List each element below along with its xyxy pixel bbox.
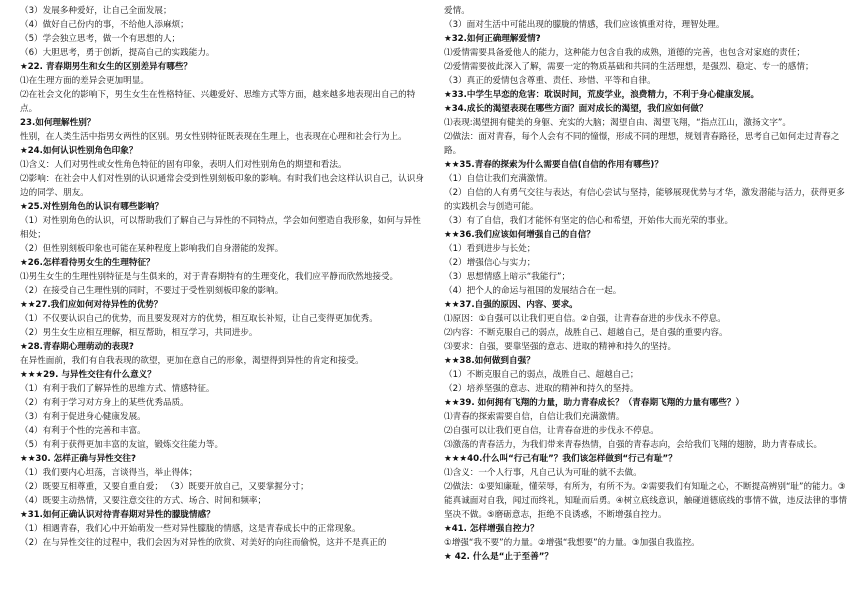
- question-heading: ★28.青春期心理萌动的表现?: [20, 342, 134, 352]
- answer-text: ⑵爱情需要彼此深入了解，需要一定的物质基础和共同的生活理想，是强烈、稳定、专一的感情；: [444, 62, 814, 72]
- answer-text: （2）有利于学习对方身上的某些优秀品质。: [20, 398, 189, 408]
- answer-text: 爱情。: [444, 6, 470, 16]
- answer-text: （4）有利于个性的完善和丰富。: [20, 426, 146, 436]
- left-column: [20, 4, 424, 607]
- answer-text: （2）但性别刻板印象也可能在某种程度上影响我们自身潜能的发挥。: [20, 244, 284, 254]
- answer-text: （1）我们要内心坦荡，言谈得当，举止得体；: [20, 468, 198, 478]
- question-heading: ★★★29. 与异性交往有什么意义？: [20, 370, 156, 380]
- answer-text: ⑵做法：面对青春，每个人会有不同的憧憬，形成不同的理想，规划青春路径，思考自己如何走过青春之路。: [444, 132, 840, 156]
- answer-text: ⑴含义：人们对男性或女性角色特征的固有印象，表明人们对性别角色的期望和看法。: [20, 160, 347, 170]
- answer-text: （2）增强信心与实力；: [444, 258, 536, 268]
- answer-text: （1）看到进步与长处；: [444, 244, 536, 254]
- question-heading: ★41. 怎样增强自控力？: [444, 524, 539, 534]
- answer-text: （2）男生女生应相互理解，相互帮助，相互学习，共同进步。: [20, 328, 258, 338]
- answer-text: （5）有利于获得更加丰富的友谊，锻炼交往能力等。: [20, 440, 224, 450]
- answer-text: （3）有利于促进身心健康发展。: [20, 412, 146, 422]
- answer-text: ⑴原因：①自强可以让我们更自信。②自强，让青春奋进的步伐永不停息。: [444, 314, 726, 324]
- question-heading: ★34.成长的渴望表现在哪些方面？面对成长的渴望，我们应如何做？: [444, 104, 708, 114]
- answer-text: ⑵自强可以让我们更自信，让青春奋进的步伐永不停息。: [444, 426, 659, 436]
- answer-text: （1）相遇青春，我们心中开始萌发一些对异性朦胧的情感，这是青春成长中的正常现象。: [20, 524, 361, 534]
- question-heading: ★25.对性别角色的认识有哪些影响？: [20, 202, 164, 212]
- question-heading: ★★★40.什么叫“行己有耻”？我们该怎样做到“行己有耻”？: [444, 454, 677, 464]
- answer-text: ⑴爱情需要具备爱他人的能力，这种能力包含自我的成熟，道德的完善，也包含对家庭的责任；: [444, 48, 805, 58]
- question-heading: ★ 42. 什么是“止于至善”？: [444, 552, 553, 562]
- answer-text: （1）对性别角色的认识，可以帮助我们了解自己与异性的不同特点，学会如何塑造自我形象，如何与异性相处；: [20, 216, 421, 240]
- answer-text: （3）面对生活中可能出现的朦胧的情感，我们应该慎重对待，理智处理。: [444, 20, 725, 30]
- answer-text: （2）自信的人有勇气交往与表达，有信心尝试与坚持，能够展现优势与才华，激发潜能与活力，获得更多的实践机会与创造可能。: [444, 188, 845, 212]
- answer-text: ⑶要求：自强，要靠坚强的意志、进取的精神和持久的坚持。: [444, 342, 677, 352]
- answer-text: ⑴男生女生的生理性别特征是与生俱来的，对于青春期特有的生理变化，我们应平静而欣然地接受。: [20, 272, 399, 282]
- answer-text: ⑵做法：①要知廉耻，懂荣辱，有所为，有所不为。②需要我们有知耻之心，不断提高辨别“耻”的能力。③能真诚面对自我，闻过而终礼，知耻而后勇。④树立底线意识，触碰道德底线的事情不做，违反法律的事情坚决不做。⑤磨砺意志，拒绝不良诱惑，不断增强自控力。: [444, 482, 848, 520]
- question-heading: ★22. 青春期男生和女生的区别差异有哪些？: [20, 62, 193, 72]
- answer-text: ⑶激荡的青春活力，为我们带来青春热情，自强的青春志向，会给我们飞翔的翅膀，助力青春成长。: [444, 440, 823, 450]
- answer-text: （1）自信让我们充满激情。: [444, 174, 553, 184]
- question-heading: ★★38.如何做到自强？: [444, 356, 535, 366]
- right-column: [444, 4, 848, 607]
- answer-text: 在异性面前，我们有自我表现的欲望，更加在意自己的形象，渴望得到异性的肯定和接受。: [20, 356, 364, 366]
- question-heading: ★★35.青春的探索为什么需要自信(自信的作用有哪些)？: [444, 160, 663, 170]
- question-heading: ★26.怎样看待男女生的生理特征？: [20, 258, 155, 268]
- question-heading: ★33.中学生早恋的危害：耽误时间，荒废学业，浪费精力，不利于身心健康发展。: [444, 90, 760, 100]
- question-heading: ★★37.自强的原因、内容、要求。: [444, 300, 578, 310]
- answer-text: （3）真正的爱情包含尊重、责任、珍惜、平等和自律。: [444, 76, 656, 86]
- answer-text: （5）学会独立思考，做一个有思想的人；: [20, 34, 181, 44]
- answer-text: ⑴表现:渴望拥有健美的身躯、充实的大脑；渴望自由、渴望飞翔，“指点江山，激扬文字”。: [444, 118, 791, 128]
- question-heading: ★★30. 怎样正确与异性交往?: [20, 454, 136, 464]
- question-heading: ★★39. 如何拥有飞翔的力量，助力青春成长？（青春期飞翔的力量有哪些？）: [444, 398, 745, 408]
- answer-text: （3）发展多种爱好，让自己全面发展；: [20, 6, 172, 16]
- question-heading: ★24.如何认识性别角色印象？: [20, 146, 138, 156]
- answer-text: （2）在接受自己生理性别的同时，不要过于受性别刻板印象的影响。: [20, 286, 284, 296]
- answer-text: ⑵内容：不断克服自己的弱点，战胜自己、超越自己，是自强的重要内容。: [444, 328, 728, 338]
- answer-text: 性别，在人类生活中指男女两性的区别。男女性别特征既表现在生理上，也表现在心理和社会行为上。: [20, 132, 407, 142]
- question-heading: ★31.如何正确认识对待青春期对异性的朦胧情感？: [20, 510, 215, 520]
- answer-text: （1）不断克服自己的弱点，战胜自己、超越自己；: [444, 370, 639, 380]
- answer-text: （2）培养坚强的意志、进取的精神和持久的坚持。: [444, 384, 639, 394]
- answer-text: ①增强“我不要”的力量。②增强“我想要”的力量。③加强自我监控。: [444, 538, 700, 548]
- answer-text: （4）既要主动热情，又要注意交往的方式、场合、时间和频率；: [20, 496, 267, 506]
- answer-text: （3）思想情感上暗示“我能行”；: [444, 272, 571, 282]
- question-heading: 23.如何理解性别？: [20, 118, 96, 128]
- answer-text: （2）在与异性交往的过程中，我们会因为对异性的欣赏、对美好的向往而偷悦，这并不是真正的: [20, 538, 387, 548]
- answer-text: ⑵影响：在社会中人们对性别的认识通常会受到性别刻板印象的影响。有时我们也会这样认识自己，认识身边的同学、朋友。: [20, 174, 424, 198]
- question-heading: ★32.如何正确理解爱情?: [444, 34, 541, 44]
- answer-text: （1）不仅要认识自己的优势，而且要发现对方的优势，相互取长补短，让自己变得更加优秀。: [20, 314, 378, 324]
- question-heading: ★★27.我们应如何对待异性的优势？: [20, 300, 163, 310]
- answer-text: ⑴含义：一个人行事，凡自己认为可耻的就不去做。: [444, 468, 642, 478]
- answer-text: ⑴青春的探索需要自信，自信让我们充满激情。: [444, 412, 625, 422]
- question-heading: ★★36.我们应该如何增强自己的自信？: [444, 230, 595, 240]
- answer-text: （4）做好自己份内的事，不给他人添麻烦；: [20, 20, 189, 30]
- answer-text: （6）大胆思考，勇于创新，提高自己的实践能力。: [20, 48, 215, 58]
- answer-text: （3）有了自信，我们才能怀有坚定的信心和希望，开始伟大而光荣的事业。: [444, 216, 734, 226]
- answer-text: ⑴在生理方面的差异会更加明显。: [20, 76, 149, 86]
- answer-text: （1）有利于我们了解异性的思维方式、情感特征。: [20, 384, 215, 394]
- answer-text: （2）既要互相尊重，又要自重自爱； （3）既要开放自己，又要掌握分寸；: [20, 482, 309, 492]
- answer-text: ⑵在社会文化的影响下，男生女生在性格特征、兴趣爱好、思维方式等方面，越来越多地表现出自己的特点。: [20, 90, 416, 114]
- answer-text: （4）把个人的命运与祖国的发展结合在一起。: [444, 286, 622, 296]
